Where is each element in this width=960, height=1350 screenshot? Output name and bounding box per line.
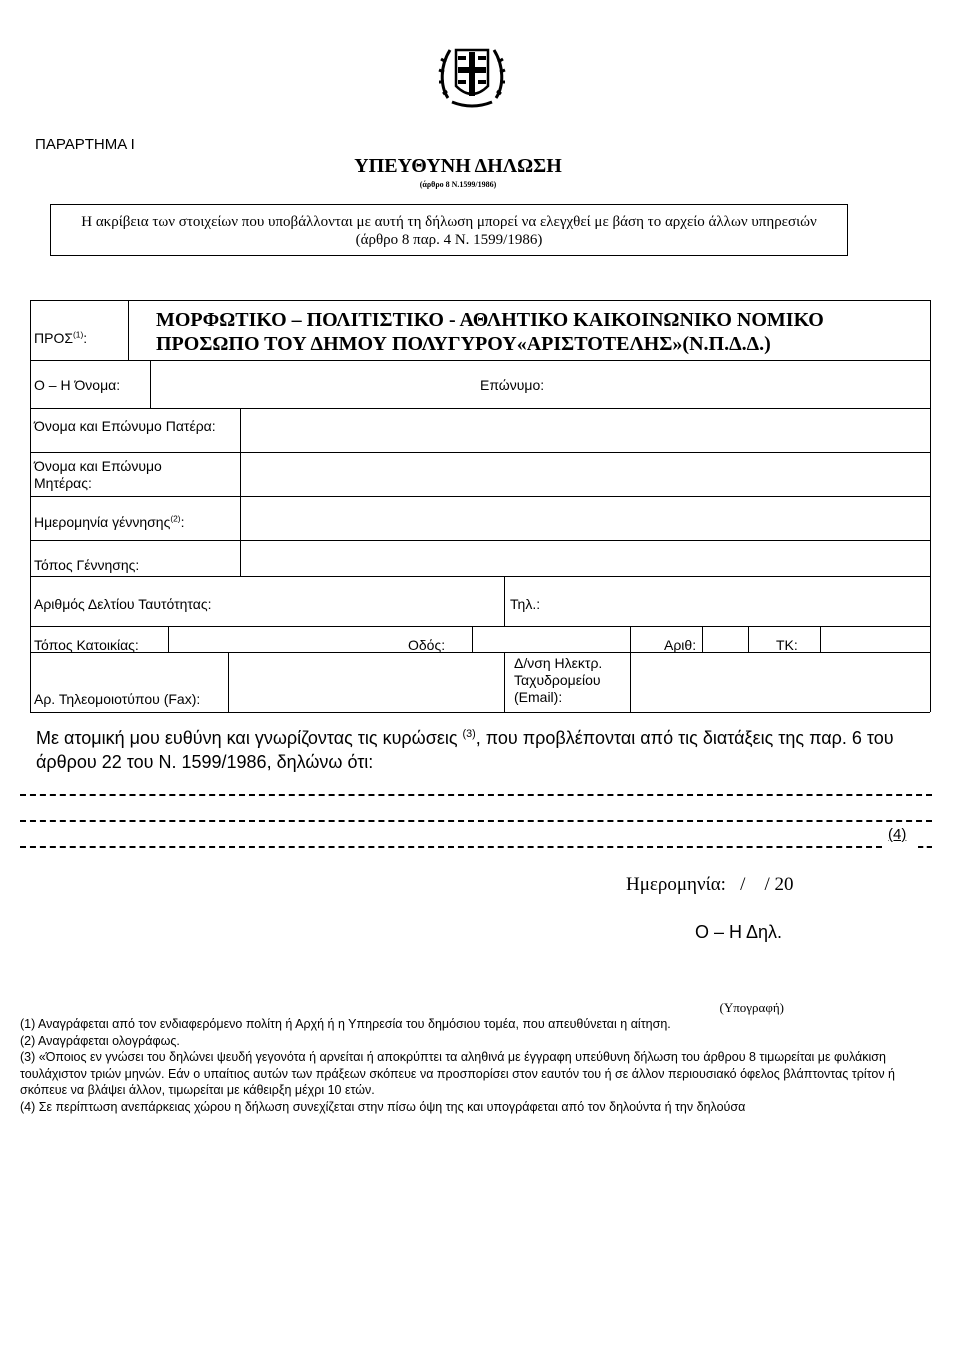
email-field[interactable] (632, 654, 926, 710)
declaration-line-3[interactable] (20, 846, 882, 848)
postcode-field[interactable] (822, 628, 926, 650)
annex-label: ΠΑΡΑΡΤΗΜΑ Ι (35, 136, 135, 153)
residence-field[interactable] (170, 628, 400, 650)
street-field[interactable] (474, 628, 628, 650)
birthplace-field[interactable] (242, 542, 928, 574)
mother-name-label (34, 458, 162, 492)
email-label-line3: (Email): (514, 689, 563, 705)
document-title: ΥΠΕΥΘΥΝΗ ΔΗΛΩΣΗ (354, 155, 562, 177)
birthdate-field[interactable] (242, 498, 928, 538)
recipient-line2: ΠΡΟΣΩΠΟ ΤΟΥ ΔΗΜΟΥ ΠΟΛΥΓΥΡΟΥ«ΑΡΙΣΤΟΤΕΛΗΣ»(Ν.Π.Δ.Δ.) (156, 333, 771, 355)
declaration-statement: Με ατομική μου ευθύνη και γνωρίζοντας τις κυρώσεις $^{(3)}$, που προβλέπονται από τις διατάξεις της παρ. 6 του άρθρου 22 του Ν. 1599/1986, δηλώνω ότι: (36, 728, 894, 772)
street-label: Οδός: (408, 637, 446, 653)
declaration-line-2[interactable] (20, 820, 932, 822)
name-field[interactable] (152, 362, 476, 406)
accuracy-notice-line2: (άρθρο 8 παρ. 4 Ν. 1599/1986) (355, 232, 543, 248)
signature-label: (Υπογραφή) (719, 1000, 784, 1015)
to-label: ΠΡΟΣ$^{(1)}$: (34, 329, 88, 346)
father-name-label: Όνομα και Επώνυμο Πατέρα: (34, 418, 216, 434)
declarant-label: Ο – Η Δηλ. (695, 922, 783, 942)
footnote-3: (3) «Όποιος εν γνώσει του δηλώνει ψευδή γεγονότα ή αρνείται ή αποκρύπτει τα αληθινά με έγγραφη υπεύθυνη δήλωση του άρθρου 8 τιμωρείται με φυλάκιση τουλάχιστον τριών μηνών. Εάν ο υπαίτιος αυτών των πράξεων σκόπευε να προσπορίσει στον εαυτόν του ή σε άλλον περιουσιακό όφελος βλάπτοντας τρίτον ή σκόπευε να βλάψει άλλον, τιμωρείται με κάθειρξη μέχρι 10 ετών. (20, 1050, 895, 1097)
mother-name-label-line2: Μητέρας: (34, 475, 92, 491)
declarant-details-form (30, 300, 930, 712)
mother-name-field[interactable] (242, 454, 928, 494)
email-label-line2: Ταχυδρομείου (514, 672, 601, 688)
title-reference: (άρθρο 8 Ν.1599/1986) (419, 180, 497, 189)
mother-name-label-line1: Όνομα και Επώνυμο (34, 458, 162, 474)
phone-field[interactable] (550, 578, 926, 624)
recipient (156, 308, 916, 356)
surname-field[interactable] (550, 362, 926, 406)
name-label: Ο – Η Όνομα: (34, 377, 121, 393)
date-line: Ημερομηνία: / / 20 (626, 874, 794, 895)
email-label-line1: Δ/νση Ηλεκτρ. (514, 655, 603, 671)
father-name-field[interactable] (242, 410, 928, 450)
street-number-field[interactable] (704, 628, 746, 650)
email-label (514, 655, 602, 706)
residence-label: Τόπος Κατοικίας: (34, 637, 139, 653)
id-card-number-label: Αριθμός Δελτίου Ταυτότητας: (34, 596, 212, 612)
footnote-ref-4: (4) (888, 826, 907, 843)
accuracy-notice (50, 204, 848, 256)
postcode-label: ΤΚ: (776, 637, 798, 653)
footnote-4: (4) Σε περίπτωση ανεπάρκειας χώρου η δήλωση συνεχίζεται στην πίσω όψη της και υπογράφεται από τον δηλούντα ή την δηλούσα (20, 1099, 746, 1114)
accuracy-notice-line1: Η ακρίβεια των στοιχείων που υποβάλλονται με αυτή τη δήλωση μπορεί να ελεγχθεί με βάση το αρχείο άλλων υπηρεσιών (81, 214, 817, 230)
footnotes (20, 1016, 920, 1115)
phone-label: Τηλ.: (510, 596, 541, 612)
fax-label: Αρ. Τηλεομοιοτύπου (Fax): (34, 691, 201, 707)
surname-label: Επώνυμο: (480, 377, 545, 393)
birthplace-label: Τόπος Γέννησης: (34, 557, 140, 573)
coat-of-arms-icon (438, 40, 506, 112)
declaration-line-1[interactable] (20, 794, 932, 796)
footnote-2: (2) Αναγράφεται ολογράφως. (20, 1033, 180, 1048)
birthdate-label: Ημερομηνία γέννησης$^{(2)}$: (34, 513, 185, 530)
declaration-line-3-end (918, 846, 932, 848)
street-number-label: Αριθ: (664, 637, 697, 653)
fax-field[interactable] (230, 654, 502, 710)
id-card-number-field[interactable] (242, 578, 502, 624)
footnote-1: (1) Αναγράφεται από τον ενδιαφερόμενο πολίτη ή Αρχή ή η Υπηρεσία του δημόσιου τομέα, που απευθύνεται η αίτηση. (20, 1017, 671, 1031)
recipient-line1: ΜΟΡΦΩΤΙΚΟ – ΠΟΛΙΤΙΣΤΙΚΟ - ΑΘΛΗΤΙΚΟ ΚΑΙΚΟΙΝΩΝΙΚΟ ΝΟΜΙΚΟ (156, 309, 824, 331)
